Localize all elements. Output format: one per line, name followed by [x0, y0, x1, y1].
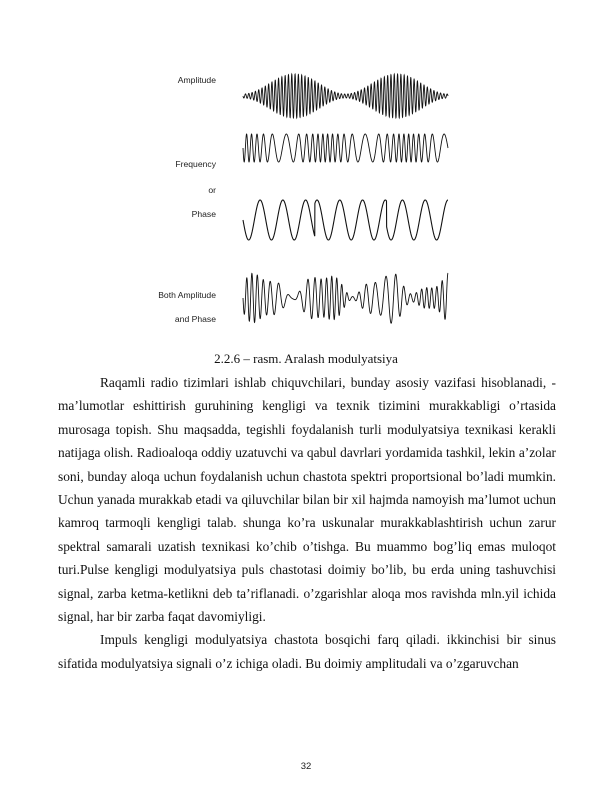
label-amplitude: Amplitude: [177, 75, 216, 85]
amplitude-modulated-wave: [243, 74, 448, 118]
paragraph: Raqamli radio tizimlari ishlab chiquvchilari, bunday asosiy vazifasi hisoblanadi, - ma’lumotlar eshittirish guruhining kengligi va texnik tizimini murakkabligi o’rtasida murosaga topish. Shu maqsadda, tegishli foydalanish turli modulyatsiya texnikasi kerakli natijaga olish. Radioaloqa oddiy uzatuvchi va qabul davrlari yordamida tashkil, lekin a’zolar soni, bunday aloqa uchun foydalanish uchun chastota spektri proportsional bo’ladi mumkin. Uchun yanada murakkab etadi va qiluvchilar bilan bir xil hajmda namoyish ma’lumot uchun kamroq tarmoqli kengligi talab. shunga ko’ra uskunalar murakkablashtirish uchun zarur spektral samarali uzatish texnikasi ko’chib o’tishga. Bu muammo bog’liq emas muloqot turi.Pulse kengligi modulyatsiya puls chastotasi doimiy bo’lib, bu erda uning tashuvchisi signal, zarba ketma-ketlikni deb ta’riflanadi. o’zgarishlar aloqa mos ravishda mln.yil ichida signal, har bir zarba faqat davomiyligi.: [58, 375, 556, 625]
modulation-figure: [148, 58, 458, 334]
amplitude-and-phase-modulated-wave: [243, 273, 448, 323]
phase-modulated-wave: [243, 200, 448, 240]
label-both-amplitude: Both Amplitude: [158, 290, 216, 300]
label-or: or: [208, 185, 216, 195]
label-frequency: Frequency: [175, 159, 216, 169]
body-text: [58, 371, 556, 675]
frequency-modulated-wave: [243, 134, 448, 162]
label-phase: Phase: [191, 209, 216, 219]
paragraph: Impuls kengligi modulyatsiya chastota bosqichi farq qiladi. ikkinchisi bir sinus sifatida modulyatsiya signali o’z ichiga oladi. Bu doimiy amplitudali va o’zgaruvchan: [58, 632, 556, 671]
figure-caption: 2.2.6 – rasm. Aralash modulyatsiya: [214, 351, 398, 366]
label-and-phase: and Phase: [174, 314, 216, 324]
page-number: 32: [300, 761, 312, 772]
